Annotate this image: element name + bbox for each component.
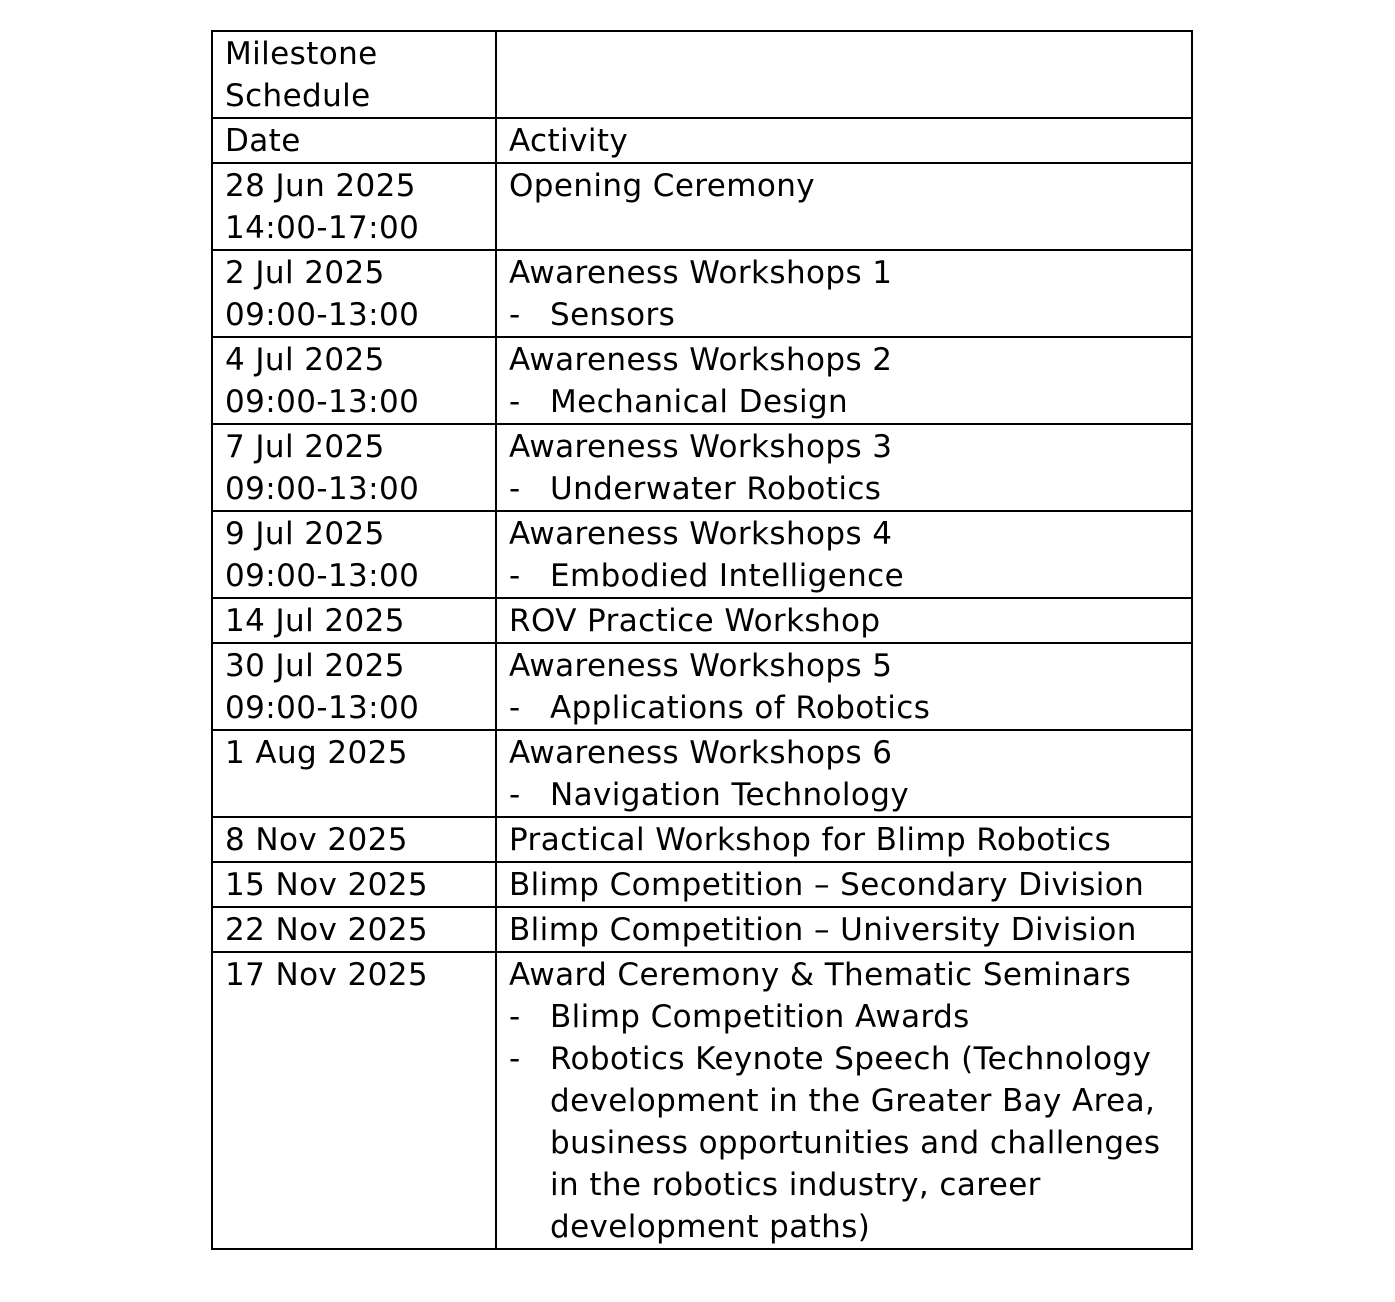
bullet-dash: - xyxy=(509,777,521,813)
activity-bullet-list xyxy=(509,687,1179,729)
activity-bullet-item xyxy=(509,381,1179,423)
date-cell xyxy=(212,598,496,643)
time-text: 09:00-13:00 xyxy=(225,690,420,726)
time-text: 09:00-13:00 xyxy=(225,558,420,594)
date-text: 30 Jul 2025 xyxy=(225,648,405,684)
activity-cell xyxy=(496,163,1192,250)
activity-bullet-list xyxy=(509,468,1179,510)
time-text: 14:00-17:00 xyxy=(225,210,420,246)
activity-header: Activity xyxy=(496,118,1192,163)
activity-bullet-list xyxy=(509,996,1179,1248)
bullet-dash: - xyxy=(509,999,521,1035)
date-cell xyxy=(212,337,496,424)
table-title-cell xyxy=(212,31,496,118)
activity-bullet-item xyxy=(509,555,1179,597)
activity-text: ROV Practice Workshop xyxy=(509,603,881,639)
bullet-dash: - xyxy=(509,297,521,333)
bullet-text: Underwater Robotics xyxy=(550,471,882,507)
activity-bullet-list xyxy=(509,774,1179,816)
date-text: 17 Nov 2025 xyxy=(225,957,428,993)
date-text: 1 Aug 2025 xyxy=(225,735,408,771)
time-text: 09:00-13:00 xyxy=(225,471,420,507)
table-row xyxy=(212,598,1192,643)
date-cell xyxy=(212,511,496,598)
table-row xyxy=(212,907,1192,952)
date-text: 15 Nov 2025 xyxy=(225,867,428,903)
date-cell xyxy=(212,163,496,250)
date-cell xyxy=(212,730,496,817)
table-row xyxy=(212,511,1192,598)
table-row xyxy=(212,730,1192,817)
time-text: 09:00-13:00 xyxy=(225,384,420,420)
date-cell xyxy=(212,424,496,511)
activity-text: Practical Workshop for Blimp Robotics xyxy=(509,822,1112,858)
activity-cell xyxy=(496,424,1192,511)
date-text: 9 Jul 2025 xyxy=(225,516,385,552)
date-text: 8 Nov 2025 xyxy=(225,822,408,858)
date-text: 4 Jul 2025 xyxy=(225,342,385,378)
activity-cell xyxy=(496,907,1192,952)
bullet-dash: - xyxy=(509,558,521,594)
activity-text: Award Ceremony & Thematic Seminars xyxy=(509,957,1132,993)
date-cell xyxy=(212,817,496,862)
bullet-dash: - xyxy=(509,384,521,420)
milestone-schedule-table xyxy=(211,30,1193,1250)
date-cell xyxy=(212,952,496,1249)
activity-cell xyxy=(496,730,1192,817)
bullet-text: Navigation Technology xyxy=(550,777,910,813)
activity-bullet-item xyxy=(509,1038,1179,1248)
header-row xyxy=(212,118,1192,163)
bullet-text: Sensors xyxy=(550,297,676,333)
date-header: Date xyxy=(212,118,496,163)
activity-bullet-item xyxy=(509,774,1179,816)
activity-bullet-list xyxy=(509,555,1179,597)
activity-text: Awareness Workshops 2 xyxy=(509,342,893,378)
date-text: 28 Jun 2025 xyxy=(225,168,416,204)
table-row xyxy=(212,250,1192,337)
date-text: 14 Jul 2025 xyxy=(225,603,405,639)
bullet-text: Blimp Competition Awards xyxy=(550,999,970,1035)
date-cell xyxy=(212,862,496,907)
table-title-empty-cell xyxy=(496,31,1192,118)
activity-cell xyxy=(496,817,1192,862)
activity-cell xyxy=(496,952,1192,1249)
activity-bullet-item xyxy=(509,468,1179,510)
table-row xyxy=(212,163,1192,250)
table-row xyxy=(212,862,1192,907)
bullet-dash: - xyxy=(509,1041,521,1077)
table-row xyxy=(212,643,1192,730)
activity-cell xyxy=(496,862,1192,907)
table-title-line: Milestone xyxy=(225,36,378,72)
bullet-dash: - xyxy=(509,471,521,507)
activity-cell xyxy=(496,598,1192,643)
activity-text: Blimp Competition – University Division xyxy=(509,912,1137,948)
table-row xyxy=(212,817,1192,862)
date-text: 2 Jul 2025 xyxy=(225,255,385,291)
bullet-text: Applications of Robotics xyxy=(550,690,931,726)
table-row xyxy=(212,337,1192,424)
activity-bullet-item xyxy=(509,996,1179,1038)
table-row xyxy=(212,424,1192,511)
activity-cell xyxy=(496,511,1192,598)
date-text: 7 Jul 2025 xyxy=(225,429,385,465)
table-title-line: Schedule xyxy=(225,78,371,114)
date-cell xyxy=(212,250,496,337)
date-text: 22 Nov 2025 xyxy=(225,912,428,948)
activity-cell xyxy=(496,643,1192,730)
activity-text: Awareness Workshops 3 xyxy=(509,429,893,465)
table-row xyxy=(212,952,1192,1249)
bullet-text: Mechanical Design xyxy=(550,384,849,420)
date-cell xyxy=(212,907,496,952)
activity-text: Awareness Workshops 6 xyxy=(509,735,893,771)
activity-text: Awareness Workshops 5 xyxy=(509,648,893,684)
activity-bullet-item xyxy=(509,294,1179,336)
schedule-body xyxy=(212,31,1192,1249)
bullet-text: Robotics Keynote Speech (Technology development in the Greater Bay Area, business opportunities and challenges in the robotics industry, career development paths) xyxy=(550,1041,1161,1245)
time-text: 09:00-13:00 xyxy=(225,297,420,333)
activity-text: Awareness Workshops 4 xyxy=(509,516,893,552)
bullet-dash: - xyxy=(509,690,521,726)
date-cell xyxy=(212,643,496,730)
title-row xyxy=(212,31,1192,118)
activity-text: Opening Ceremony xyxy=(509,168,816,204)
activity-bullet-item xyxy=(509,687,1179,729)
activity-text: Blimp Competition – Secondary Division xyxy=(509,867,1145,903)
bullet-text: Embodied Intelligence xyxy=(550,558,905,594)
activity-cell xyxy=(496,337,1192,424)
activity-bullet-list xyxy=(509,381,1179,423)
activity-bullet-list xyxy=(509,294,1179,336)
activity-cell xyxy=(496,250,1192,337)
activity-text: Awareness Workshops 1 xyxy=(509,255,893,291)
